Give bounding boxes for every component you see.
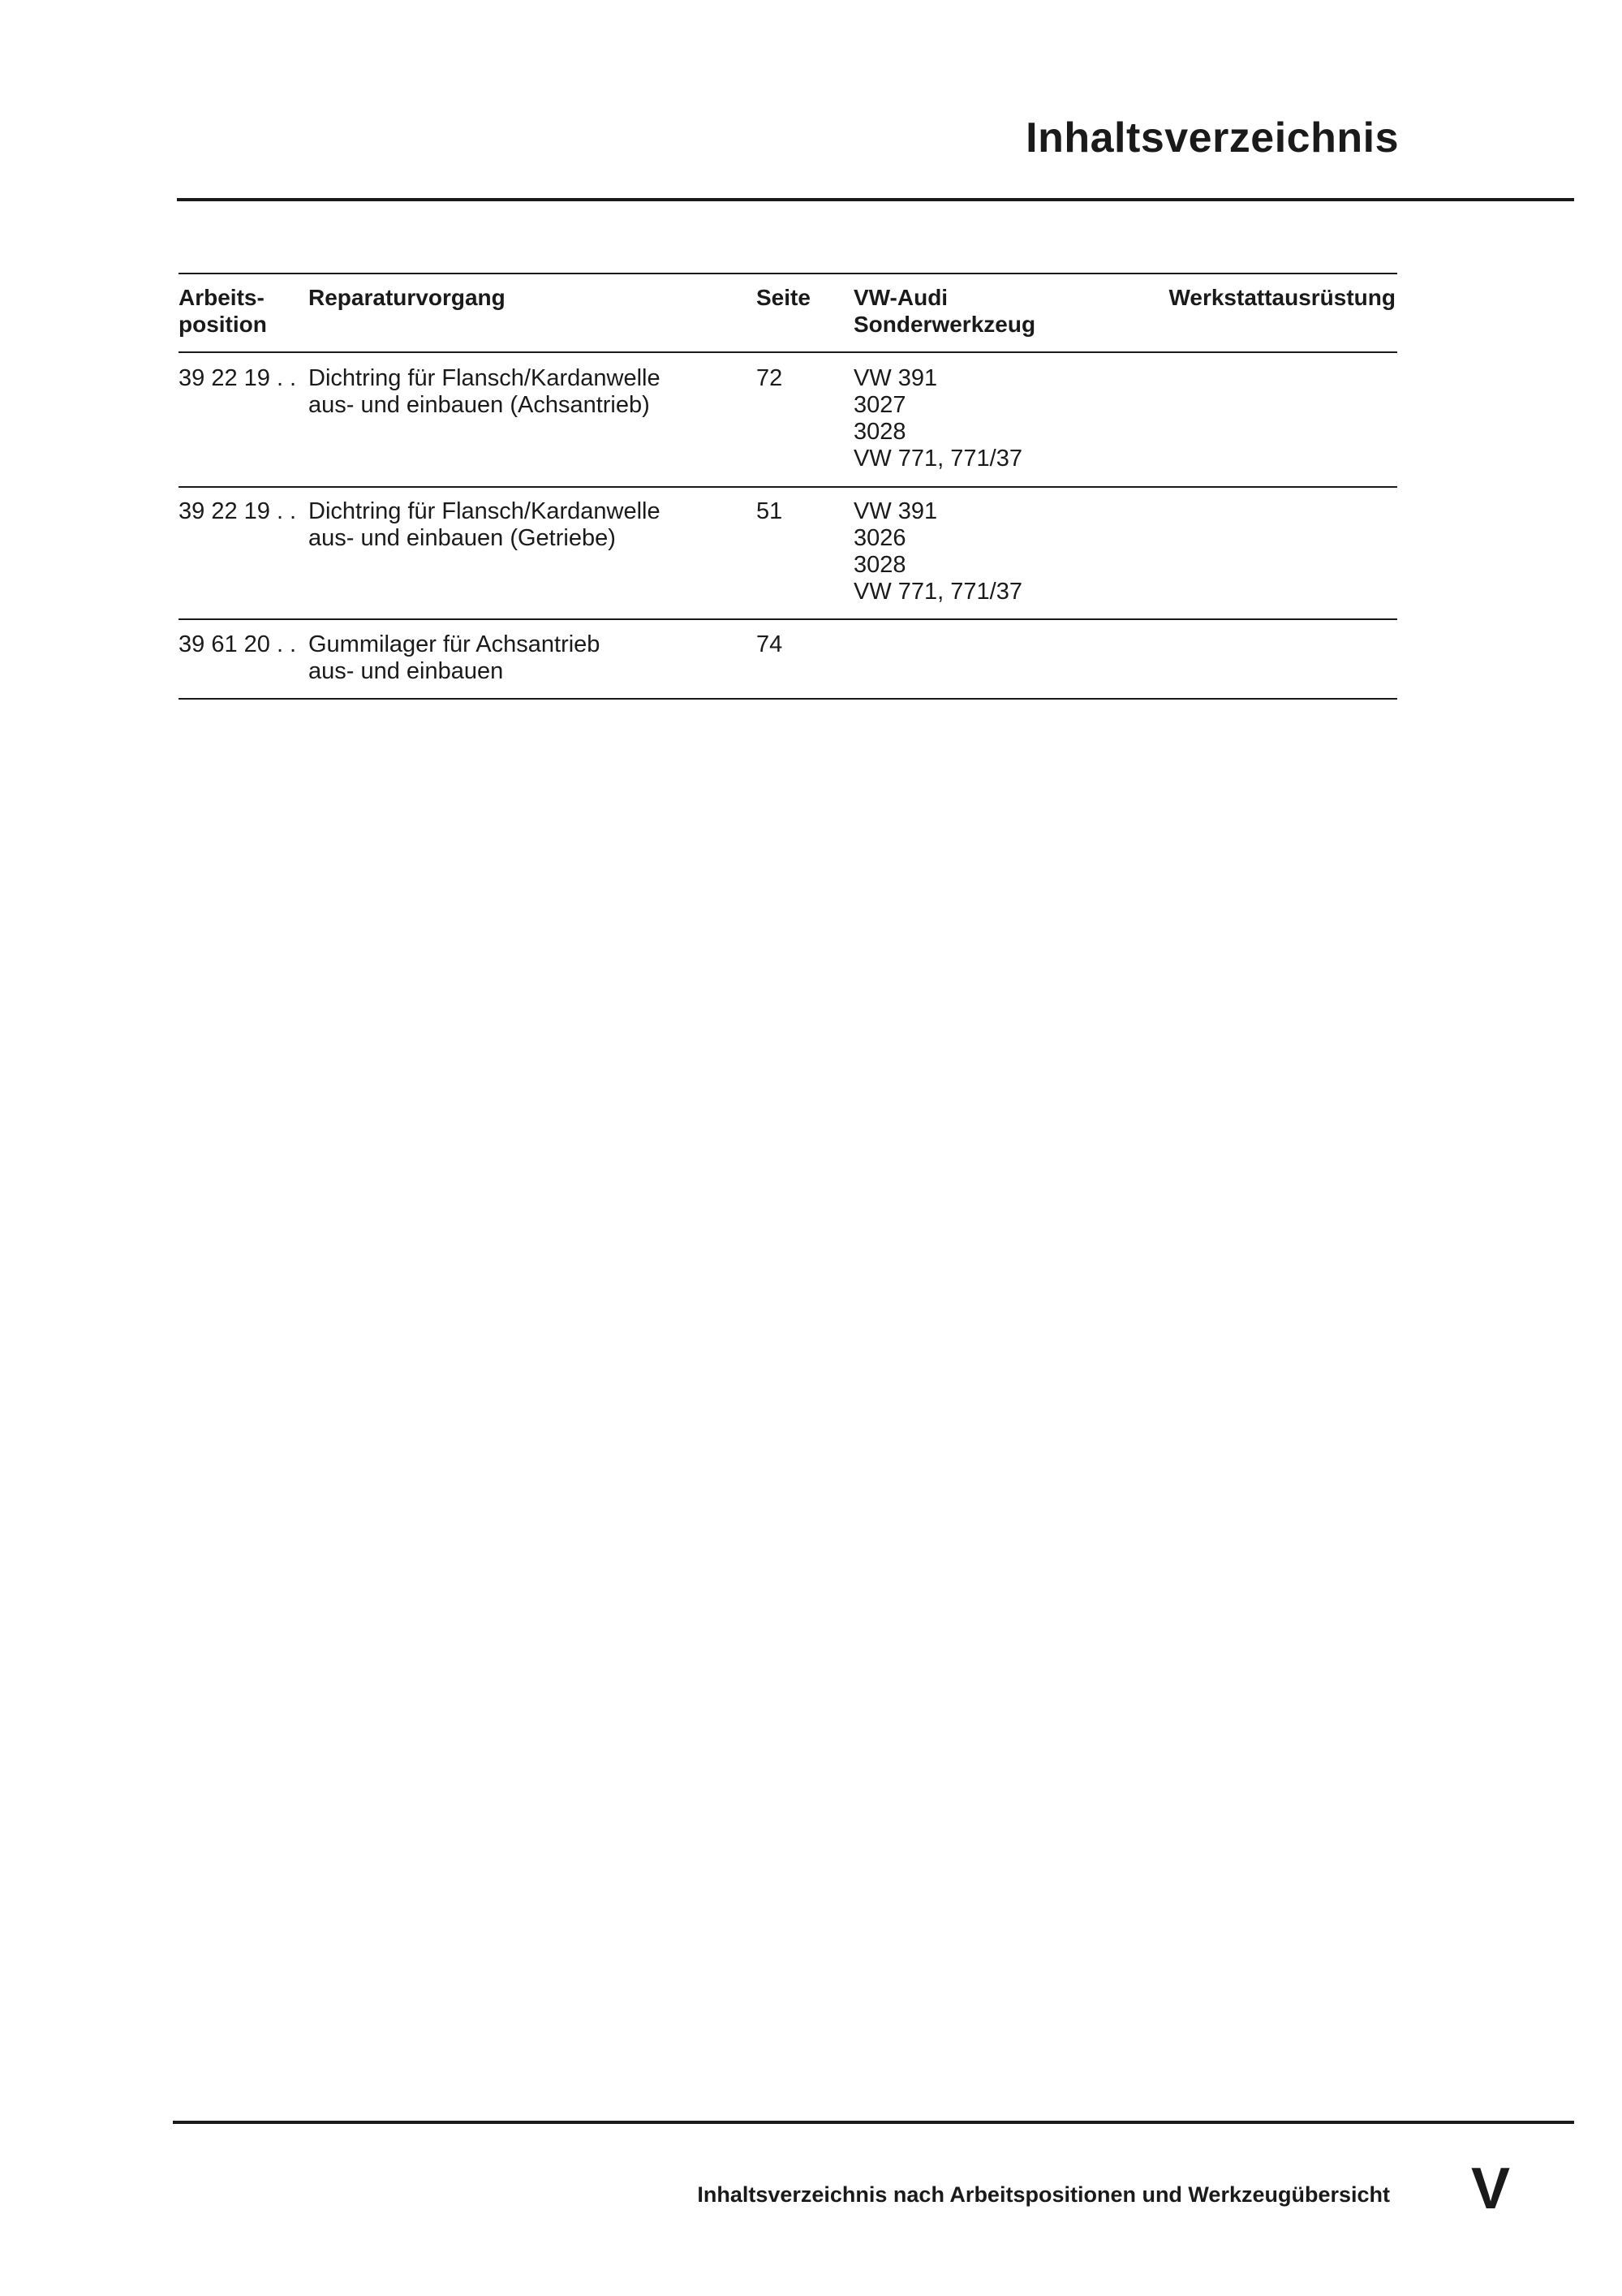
row-position: 39 61 20 . . xyxy=(179,631,297,657)
row-page: 74 xyxy=(756,631,783,657)
header-description: Reparaturvorgang xyxy=(308,285,506,310)
row-divider xyxy=(179,486,1397,488)
row-position: 39 22 19 . . xyxy=(179,498,297,524)
header-tools: VW-Audi Sonderwerkzeug xyxy=(854,285,1036,337)
page-title: Inhaltsverzeichnis xyxy=(1026,114,1399,162)
row-tools: VW 391 3027 3028 VW 771, 771/37 xyxy=(854,365,1022,472)
row-description: Dichtring für Flansch/Kardanwelle aus- und einbauen (Getriebe) xyxy=(308,498,660,551)
header-page: Seite xyxy=(756,285,811,310)
footer-title: Inhaltsverzeichnis nach Arbeitspositionen und Werkzeugübersicht xyxy=(697,2182,1390,2207)
table-bottom-rule xyxy=(179,698,1397,700)
header-rule xyxy=(177,198,1574,201)
row-description: Dichtring für Flansch/Kardanwelle aus- und einbauen (Achsantrieb) xyxy=(308,365,660,418)
row-page: 72 xyxy=(756,365,783,391)
row-divider xyxy=(179,618,1397,620)
row-position: 39 22 19 . . xyxy=(179,365,297,391)
table-top-rule xyxy=(179,273,1397,274)
row-description: Gummilager für Achsantrieb aus- und einbauen xyxy=(308,631,600,684)
row-tools: VW 391 3026 3028 VW 771, 771/37 xyxy=(854,498,1022,605)
footer-rule xyxy=(173,2121,1574,2124)
header-divider xyxy=(179,351,1397,353)
header-position: Arbeits- position xyxy=(179,285,267,337)
header-equipment: Werkstattausrüstung xyxy=(1168,285,1396,310)
section-letter: V xyxy=(1471,2156,1511,2221)
row-page: 51 xyxy=(756,498,783,524)
